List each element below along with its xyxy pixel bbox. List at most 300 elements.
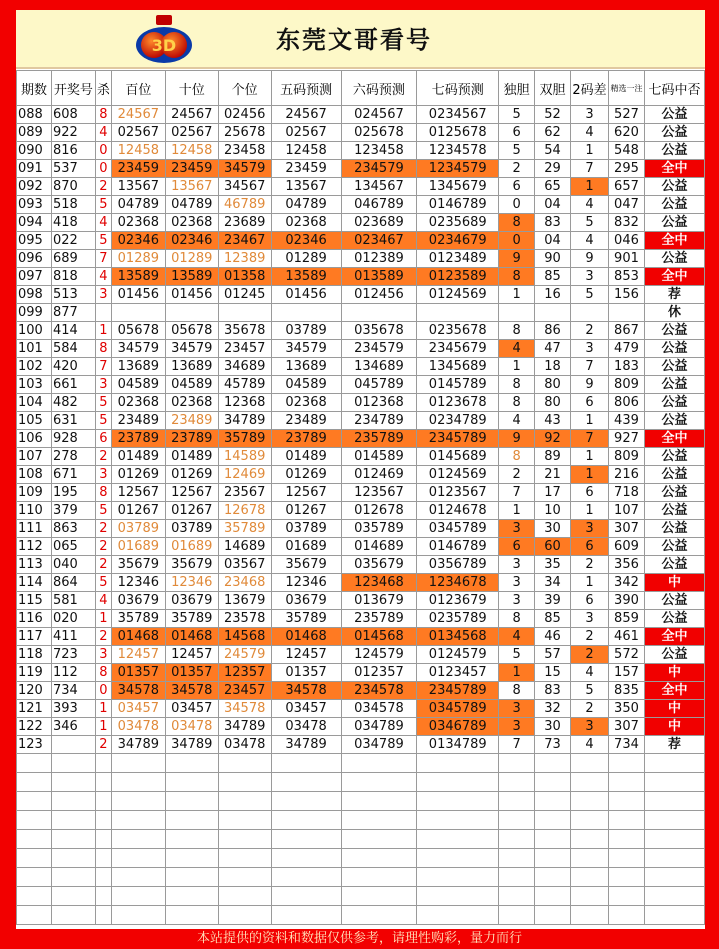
empty-cell (644, 811, 704, 830)
draw-number-cell: 482 (51, 394, 95, 412)
empty-cell (165, 773, 218, 792)
table-row (17, 142, 705, 160)
single-gall-cell: 8 (499, 610, 535, 628)
draw-number-cell: 020 (51, 610, 95, 628)
kill-cell: 8 (95, 106, 111, 124)
empty-cell (608, 811, 644, 830)
double-gall-cell: 62 (535, 124, 571, 142)
draw-number-cell: 608 (51, 106, 95, 124)
table-row (17, 664, 705, 682)
issue-cell: 106 (17, 430, 52, 448)
empty-cell (111, 906, 165, 925)
single-gall-cell: 7 (499, 484, 535, 502)
empty-cell (417, 773, 499, 792)
empty-cell (499, 792, 535, 811)
draw-number-cell: 922 (51, 124, 95, 142)
empty-cell (341, 792, 417, 811)
empty-cell (341, 773, 417, 792)
empty-row (17, 811, 705, 830)
kill-cell: 2 (95, 556, 111, 574)
double-gall-cell: 85 (535, 610, 571, 628)
col-seven-code-header: 七码预测 (417, 71, 499, 106)
single-gall-cell: 6 (499, 124, 535, 142)
issue-cell: 109 (17, 484, 52, 502)
kill-cell: 0 (95, 142, 111, 160)
units-cell: 01358 (218, 268, 271, 286)
draw-number-cell: 723 (51, 646, 95, 664)
single-gall-cell: 4 (499, 628, 535, 646)
result-cell: 全中 (644, 682, 704, 700)
empty-row (17, 849, 705, 868)
five-code-cell: 12458 (271, 142, 341, 160)
empty-cell (535, 811, 571, 830)
six-code-cell: 123567 (341, 484, 417, 502)
col-five-code-header: 五码预测 (271, 71, 341, 106)
result-cell: 公益 (644, 124, 704, 142)
hundreds-cell: 01357 (111, 664, 165, 682)
five-code-cell: 12346 (271, 574, 341, 592)
six-code-cell: 234578 (341, 682, 417, 700)
five-code-cell: 04589 (271, 376, 341, 394)
seven-code-cell: 0234679 (417, 232, 499, 250)
six-code-cell: 045789 (341, 376, 417, 394)
table-row (17, 286, 705, 304)
double-gall-cell: 90 (535, 250, 571, 268)
empty-cell (218, 887, 271, 906)
six-code-cell: 235789 (341, 610, 417, 628)
tens-cell: 12346 (165, 574, 218, 592)
col-units-header: 个位 (218, 71, 271, 106)
featured-pick-cell: 479 (608, 340, 644, 358)
table-row (17, 106, 705, 124)
featured-pick-cell: 806 (608, 394, 644, 412)
empty-cell (644, 868, 704, 887)
two-code-diff-cell: 3 (571, 106, 609, 124)
empty-cell (644, 830, 704, 849)
tens-cell: 13689 (165, 358, 218, 376)
six-code-cell: 234579 (341, 160, 417, 178)
empty-cell (341, 887, 417, 906)
units-cell: 46789 (218, 196, 271, 214)
two-code-diff-cell: 1 (571, 178, 609, 196)
seven-code-cell: 0123678 (417, 394, 499, 412)
empty-cell (111, 830, 165, 849)
five-code-cell: 02346 (271, 232, 341, 250)
empty-row (17, 830, 705, 849)
tens-cell: 23789 (165, 430, 218, 448)
six-code-cell: 025678 (341, 124, 417, 142)
empty-cell (51, 811, 95, 830)
featured-pick-cell: 390 (608, 592, 644, 610)
draw-number-cell: 816 (51, 142, 95, 160)
empty-cell (17, 811, 52, 830)
empty-cell (608, 887, 644, 906)
issue-cell: 095 (17, 232, 52, 250)
empty-cell (218, 773, 271, 792)
issue-cell: 105 (17, 412, 52, 430)
table-row (17, 718, 705, 736)
tens-cell: 04789 (165, 196, 218, 214)
kill-cell: 0 (95, 682, 111, 700)
empty-cell (165, 811, 218, 830)
issue-cell: 122 (17, 718, 52, 736)
six-code-cell: 012469 (341, 466, 417, 484)
two-code-diff-cell: 1 (571, 502, 609, 520)
draw-number-cell: 518 (51, 196, 95, 214)
table-row (17, 304, 705, 322)
double-gall-cell: 85 (535, 268, 571, 286)
double-gall-cell: 32 (535, 700, 571, 718)
double-gall-cell: 57 (535, 646, 571, 664)
units-cell: 23689 (218, 214, 271, 232)
hundreds-cell: 03679 (111, 592, 165, 610)
single-gall-cell: 2 (499, 160, 535, 178)
single-gall-cell (499, 304, 535, 322)
draw-number-cell: 584 (51, 340, 95, 358)
seven-code-cell: 0235689 (417, 214, 499, 232)
five-code-cell: 13589 (271, 268, 341, 286)
empty-cell (417, 792, 499, 811)
kill-cell: 5 (95, 574, 111, 592)
two-code-diff-cell: 2 (571, 628, 609, 646)
hundreds-cell: 12346 (111, 574, 165, 592)
draw-number-cell: 112 (51, 664, 95, 682)
table-row (17, 214, 705, 232)
result-cell: 公益 (644, 412, 704, 430)
seven-code-cell: 0146789 (417, 196, 499, 214)
tens-cell: 12458 (165, 142, 218, 160)
empty-cell (165, 792, 218, 811)
issue-cell: 093 (17, 196, 52, 214)
seven-code-cell: 1234578 (417, 142, 499, 160)
kill-cell: 7 (95, 250, 111, 268)
issue-cell: 110 (17, 502, 52, 520)
table-row (17, 610, 705, 628)
result-cell: 中 (644, 574, 704, 592)
empty-cell (111, 849, 165, 868)
empty-cell (17, 906, 52, 925)
draw-number-cell: 661 (51, 376, 95, 394)
table-row (17, 250, 705, 268)
empty-cell (499, 849, 535, 868)
seven-code-cell: 2345679 (417, 340, 499, 358)
single-gall-cell: 5 (499, 142, 535, 160)
two-code-diff-cell: 9 (571, 250, 609, 268)
six-code-cell: 012678 (341, 502, 417, 520)
six-code-cell: 035789 (341, 520, 417, 538)
draw-number-cell: 734 (51, 682, 95, 700)
result-cell: 公益 (644, 394, 704, 412)
hundreds-cell: 01689 (111, 538, 165, 556)
issue-cell: 120 (17, 682, 52, 700)
table-row (17, 448, 705, 466)
two-code-diff-cell: 4 (571, 232, 609, 250)
tens-cell: 01289 (165, 250, 218, 268)
seven-code-cell: 0345789 (417, 700, 499, 718)
issue-cell: 088 (17, 106, 52, 124)
two-code-diff-cell: 3 (571, 520, 609, 538)
single-gall-cell: 1 (499, 502, 535, 520)
double-gall-cell: 80 (535, 394, 571, 412)
tens-cell: 34579 (165, 340, 218, 358)
hundreds-cell: 04789 (111, 196, 165, 214)
tens-cell: 01489 (165, 448, 218, 466)
empty-cell (535, 773, 571, 792)
five-code-cell: 02368 (271, 214, 341, 232)
units-cell: 35678 (218, 322, 271, 340)
units-cell: 23567 (218, 484, 271, 502)
empty-cell (417, 754, 499, 773)
table-row (17, 160, 705, 178)
two-code-diff-cell: 6 (571, 484, 609, 502)
featured-pick-cell: 216 (608, 466, 644, 484)
double-gall-cell: 21 (535, 466, 571, 484)
result-cell: 荐 (644, 736, 704, 754)
five-code-cell (271, 304, 341, 322)
empty-cell (644, 792, 704, 811)
empty-cell (111, 773, 165, 792)
featured-pick-cell: 572 (608, 646, 644, 664)
result-cell: 中 (644, 700, 704, 718)
empty-cell (535, 868, 571, 887)
empty-cell (535, 792, 571, 811)
kill-cell: 5 (95, 412, 111, 430)
col-single-gall-header: 独胆 (499, 71, 535, 106)
units-cell: 23457 (218, 682, 271, 700)
tens-cell: 12567 (165, 484, 218, 502)
table-row (17, 628, 705, 646)
col-tens-header: 十位 (165, 71, 218, 106)
hundreds-cell: 03478 (111, 718, 165, 736)
empty-cell (51, 830, 95, 849)
five-code-cell: 04789 (271, 196, 341, 214)
six-code-cell: 124579 (341, 646, 417, 664)
kill-cell: 1 (95, 718, 111, 736)
six-code-cell (341, 304, 417, 322)
tens-cell: 02368 (165, 394, 218, 412)
six-code-cell: 023467 (341, 232, 417, 250)
featured-pick-cell: 867 (608, 322, 644, 340)
hundreds-cell: 04589 (111, 376, 165, 394)
empty-cell (271, 792, 341, 811)
hundreds-cell: 13689 (111, 358, 165, 376)
tens-cell: 01357 (165, 664, 218, 682)
empty-cell (271, 849, 341, 868)
five-code-cell: 34789 (271, 736, 341, 754)
empty-cell (271, 906, 341, 925)
five-code-cell: 03789 (271, 322, 341, 340)
draw-number-cell: 411 (51, 628, 95, 646)
empty-cell (608, 773, 644, 792)
result-cell: 中 (644, 718, 704, 736)
six-code-cell: 024567 (341, 106, 417, 124)
hundreds-cell (111, 304, 165, 322)
tens-cell: 34789 (165, 736, 218, 754)
single-gall-cell: 1 (499, 358, 535, 376)
empty-row (17, 868, 705, 887)
double-gall-cell: 39 (535, 592, 571, 610)
two-code-diff-cell (571, 304, 609, 322)
seven-code-cell: 0146789 (417, 538, 499, 556)
two-code-diff-cell: 7 (571, 430, 609, 448)
six-code-cell: 034789 (341, 736, 417, 754)
tens-cell: 03457 (165, 700, 218, 718)
tens-cell: 13567 (165, 178, 218, 196)
result-cell: 中 (644, 664, 704, 682)
empty-cell (165, 906, 218, 925)
units-cell: 03478 (218, 736, 271, 754)
seven-code-cell: 1345679 (417, 178, 499, 196)
two-code-diff-cell: 7 (571, 358, 609, 376)
kill-cell: 3 (95, 646, 111, 664)
empty-cell (271, 868, 341, 887)
hundreds-cell: 12567 (111, 484, 165, 502)
double-gall-cell: 30 (535, 718, 571, 736)
two-code-diff-cell: 5 (571, 214, 609, 232)
two-code-diff-cell: 3 (571, 268, 609, 286)
hundreds-cell: 01489 (111, 448, 165, 466)
six-code-cell: 012389 (341, 250, 417, 268)
six-code-cell: 134567 (341, 178, 417, 196)
tens-cell: 34578 (165, 682, 218, 700)
kill-cell: 5 (95, 196, 111, 214)
result-cell: 公益 (644, 250, 704, 268)
result-cell: 公益 (644, 178, 704, 196)
units-cell: 35789 (218, 430, 271, 448)
units-cell: 12357 (218, 664, 271, 682)
single-gall-cell: 7 (499, 736, 535, 754)
table-row (17, 538, 705, 556)
empty-cell (17, 792, 52, 811)
empty-cell (571, 811, 609, 830)
hundreds-cell: 02368 (111, 214, 165, 232)
units-cell: 34789 (218, 412, 271, 430)
empty-cell (417, 868, 499, 887)
single-gall-cell: 8 (499, 268, 535, 286)
featured-pick-cell: 461 (608, 628, 644, 646)
seven-code-cell: 0123589 (417, 268, 499, 286)
hundreds-cell: 23459 (111, 160, 165, 178)
hundreds-cell: 02567 (111, 124, 165, 142)
issue-cell: 114 (17, 574, 52, 592)
five-code-cell: 01267 (271, 502, 341, 520)
issue-cell: 103 (17, 376, 52, 394)
seven-code-cell: 0125678 (417, 124, 499, 142)
empty-row (17, 754, 705, 773)
result-cell: 公益 (644, 502, 704, 520)
double-gall-cell: 52 (535, 106, 571, 124)
two-code-diff-cell: 9 (571, 376, 609, 394)
single-gall-cell: 1 (499, 286, 535, 304)
seven-code-cell: 0124569 (417, 466, 499, 484)
units-cell: 12389 (218, 250, 271, 268)
draw-number-cell: 513 (51, 286, 95, 304)
empty-cell (571, 849, 609, 868)
draw-number-cell: 393 (51, 700, 95, 718)
empty-cell (17, 868, 52, 887)
empty-cell (571, 906, 609, 925)
draw-number-cell: 065 (51, 538, 95, 556)
double-gall-cell: 73 (535, 736, 571, 754)
hundreds-cell: 02346 (111, 232, 165, 250)
double-gall-cell: 29 (535, 160, 571, 178)
units-cell: 23467 (218, 232, 271, 250)
double-gall-cell: 35 (535, 556, 571, 574)
tens-cell: 24567 (165, 106, 218, 124)
seven-code-cell: 0123679 (417, 592, 499, 610)
featured-pick-cell: 107 (608, 502, 644, 520)
empty-cell (95, 773, 111, 792)
draw-number-cell: 631 (51, 412, 95, 430)
hundreds-cell: 01269 (111, 466, 165, 484)
empty-cell (51, 868, 95, 887)
result-cell: 公益 (644, 538, 704, 556)
kill-cell: 5 (95, 502, 111, 520)
hundreds-cell: 23789 (111, 430, 165, 448)
empty-cell (499, 887, 535, 906)
double-gall-cell: 30 (535, 520, 571, 538)
tens-cell: 05678 (165, 322, 218, 340)
single-gall-cell: 3 (499, 574, 535, 592)
empty-cell (499, 754, 535, 773)
empty-cell (571, 868, 609, 887)
seven-code-cell: 0356789 (417, 556, 499, 574)
kill-cell: 6 (95, 430, 111, 448)
issue-cell: 092 (17, 178, 52, 196)
featured-pick-cell: 609 (608, 538, 644, 556)
six-code-cell: 013589 (341, 268, 417, 286)
draw-number-cell: 870 (51, 178, 95, 196)
five-code-cell: 34578 (271, 682, 341, 700)
double-gall-cell: 16 (535, 286, 571, 304)
two-code-diff-cell: 2 (571, 322, 609, 340)
issue-cell: 123 (17, 736, 52, 754)
col-featured-pick-header: 精选一注 (608, 71, 644, 106)
kill-cell: 1 (95, 322, 111, 340)
hundreds-cell: 01267 (111, 502, 165, 520)
seven-code-cell: 0124678 (417, 502, 499, 520)
six-code-cell: 014689 (341, 538, 417, 556)
single-gall-cell: 6 (499, 178, 535, 196)
featured-pick-cell: 156 (608, 286, 644, 304)
empty-cell (218, 849, 271, 868)
units-cell: 23457 (218, 340, 271, 358)
units-cell: 14589 (218, 448, 271, 466)
empty-cell (608, 754, 644, 773)
empty-cell (535, 830, 571, 849)
five-code-cell: 23489 (271, 412, 341, 430)
units-cell: 34578 (218, 700, 271, 718)
empty-cell (571, 830, 609, 849)
table-row (17, 484, 705, 502)
featured-pick-cell: 548 (608, 142, 644, 160)
empty-cell (535, 849, 571, 868)
single-gall-cell: 8 (499, 376, 535, 394)
featured-pick-cell: 527 (608, 106, 644, 124)
empty-cell (111, 754, 165, 773)
double-gall-cell: 15 (535, 664, 571, 682)
two-code-diff-cell: 4 (571, 736, 609, 754)
units-cell: 12469 (218, 466, 271, 484)
table-row (17, 340, 705, 358)
empty-cell (571, 887, 609, 906)
kill-cell: 8 (95, 664, 111, 682)
issue-cell: 111 (17, 520, 52, 538)
five-code-cell: 24567 (271, 106, 341, 124)
seven-code-cell: 0123567 (417, 484, 499, 502)
two-code-diff-cell: 1 (571, 142, 609, 160)
six-code-cell: 123458 (341, 142, 417, 160)
